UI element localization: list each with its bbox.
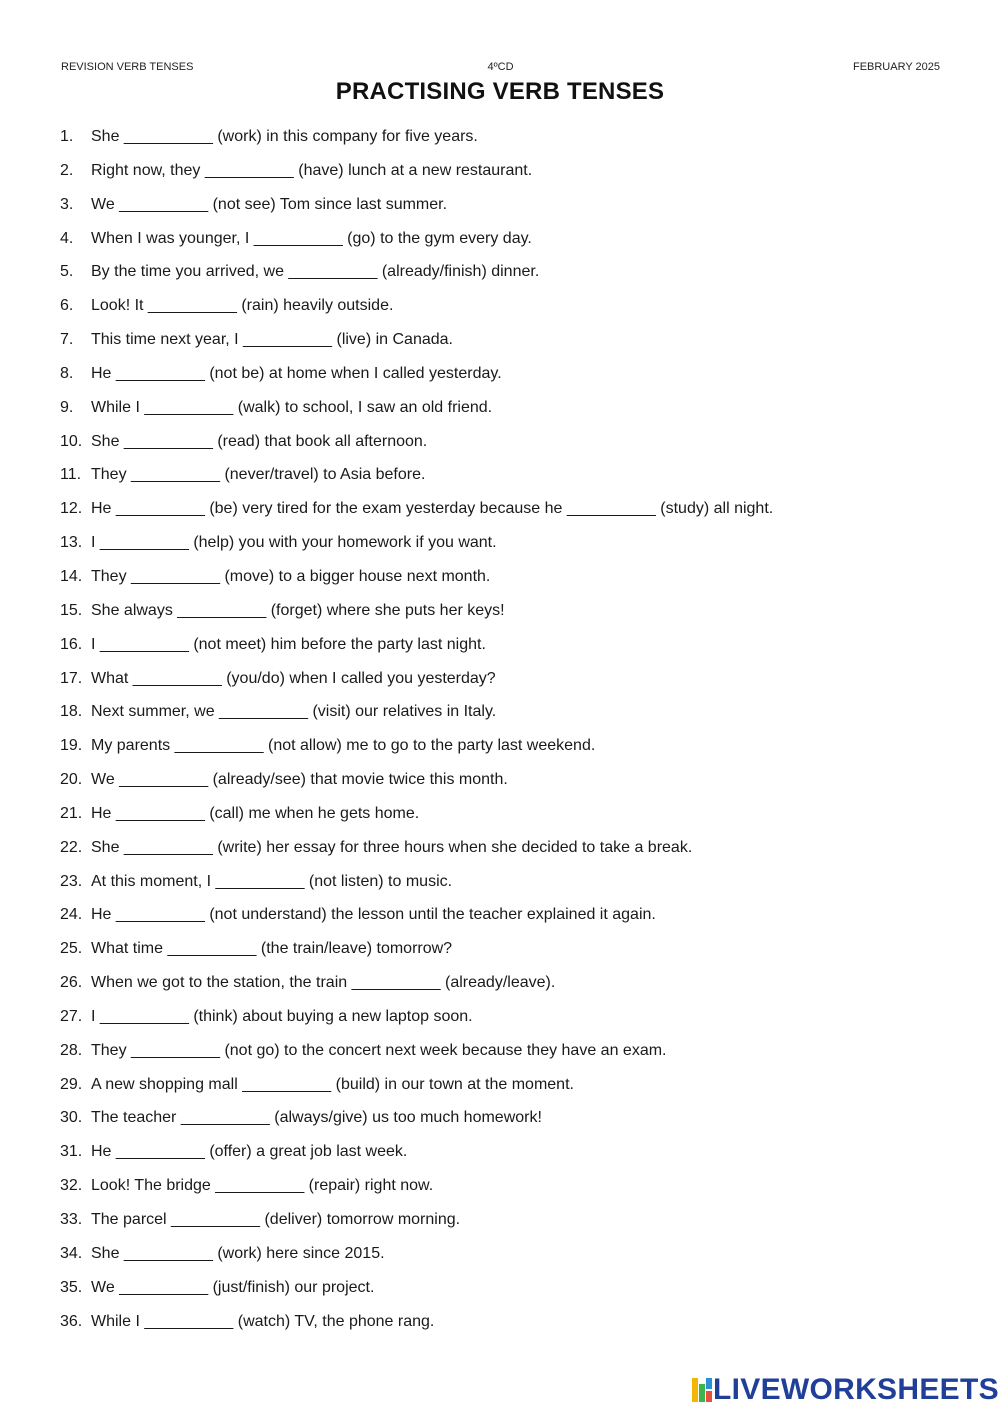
exercise-item xyxy=(60,295,940,329)
exercise-item xyxy=(60,160,940,194)
exercise-sentence: He __________ (be) very tired for the exam yesterday because he __________ (study) all night. xyxy=(91,500,774,518)
exercise-item xyxy=(60,1175,940,1209)
exercise-sentence: What __________ (you/do) when I called you yesterday? xyxy=(91,669,496,687)
exercise-number: 19. xyxy=(60,737,83,755)
exercise-number: 20. xyxy=(60,771,83,789)
exercise-sentence: While I __________ (watch) TV, the phone rang. xyxy=(91,1312,435,1330)
exercise-sentence: He __________ (call) me when he gets home. xyxy=(91,804,420,822)
exercise-sentence: They __________ (not go) to the concert next week because they have an exam. xyxy=(91,1041,667,1059)
exercise-number: 26. xyxy=(60,974,83,992)
exercise-item xyxy=(60,871,940,905)
exercise-number: 6. xyxy=(60,297,74,315)
logo-icon xyxy=(692,1378,712,1402)
exercise-sentence: When I was younger, I __________ (go) to the gym every day. xyxy=(91,229,532,247)
exercise-item xyxy=(60,532,940,566)
exercise-number: 3. xyxy=(60,195,74,213)
exercise-sentence: We __________ (just/finish) our project. xyxy=(91,1278,375,1296)
exercise-number: 30. xyxy=(60,1109,83,1127)
exercise-sentence: I __________ (not meet) him before the party last night. xyxy=(91,635,486,653)
exercise-item xyxy=(60,363,940,397)
page-header xyxy=(61,61,940,75)
exercise-item xyxy=(60,1006,940,1040)
exercise-number: 24. xyxy=(60,906,83,924)
exercise-number: 25. xyxy=(60,940,83,958)
exercise-sentence: The parcel __________ (deliver) tomorrow morning. xyxy=(91,1211,461,1228)
exercise-sentence: He __________ (offer) a great job last week. xyxy=(91,1143,408,1161)
exercise-item xyxy=(60,803,940,837)
exercise-list xyxy=(60,126,940,1344)
exercise-sentence: When we got to the station, the train __________ (already/leave). xyxy=(91,974,556,992)
exercise-sentence: She __________ (write) her essay for three hours when she decided to take a break. xyxy=(91,838,693,856)
exercise-item xyxy=(60,126,940,160)
exercise-sentence: We __________ (not see) Tom since last summer. xyxy=(91,195,448,213)
exercise-number: 14. xyxy=(60,567,83,585)
exercise-number: 22. xyxy=(60,838,83,856)
exercise-item xyxy=(60,194,940,228)
exercise-sentence: They __________ (never/travel) to Asia before. xyxy=(91,466,426,484)
exercise-number: 35. xyxy=(60,1278,83,1296)
exercise-item xyxy=(60,397,940,431)
exercise-number: 23. xyxy=(60,872,83,890)
exercise-sentence: My parents __________ (not allow) me to go to the party last weekend. xyxy=(91,737,596,755)
exercise-number: 4. xyxy=(60,229,74,247)
exercise-sentence: He __________ (not understand) the lesson until the teacher explained it again. xyxy=(91,906,656,924)
exercise-item xyxy=(60,600,940,634)
header-date: FEBRUARY 2025 xyxy=(852,61,940,73)
exercise-item xyxy=(60,1040,940,1074)
header-class: 4ºCD xyxy=(487,61,514,73)
exercise-number: 21. xyxy=(60,804,83,822)
exercise-sentence: I __________ (help) you with your homework if you want. xyxy=(91,534,497,552)
exercise-item xyxy=(60,329,940,363)
exercise-item xyxy=(60,668,940,702)
exercise-item xyxy=(60,634,940,668)
exercise-item xyxy=(60,904,940,938)
exercise-item xyxy=(60,431,940,465)
exercise-number: 28. xyxy=(60,1041,83,1059)
exercise-sentence: At this moment, I __________ (not listen) to music. xyxy=(91,872,453,890)
exercise-item xyxy=(60,498,940,532)
exercise-number: 10. xyxy=(60,432,83,450)
exercise-item xyxy=(60,1107,940,1141)
exercise-item xyxy=(60,701,940,735)
exercise-item xyxy=(60,837,940,871)
exercise-item xyxy=(60,1311,940,1345)
logo-bar-1 xyxy=(692,1378,698,1402)
exercise-sentence: While I __________ (walk) to school, I saw an old friend. xyxy=(91,398,493,416)
exercise-sentence: This time next year, I __________ (live) in Canada. xyxy=(91,331,453,349)
exercise-sentence: She __________ (work) in this company for five years. xyxy=(91,128,478,145)
exercise-item xyxy=(60,1209,940,1243)
exercise-number: 29. xyxy=(60,1075,83,1093)
exercise-number: 1. xyxy=(60,128,74,145)
exercise-sentence: She __________ (read) that book all afternoon. xyxy=(91,432,428,450)
exercise-number: 34. xyxy=(60,1244,83,1262)
exercise-number: 7. xyxy=(60,331,74,349)
exercise-item xyxy=(60,1141,940,1175)
exercise-item xyxy=(60,261,940,295)
exercise-sentence: A new shopping mall __________ (build) in our town at the moment. xyxy=(91,1075,574,1093)
exercise-sentence: We __________ (already/see) that movie twice this month. xyxy=(91,771,508,789)
exercise-item xyxy=(60,1243,940,1277)
logo-bar-2 xyxy=(699,1384,705,1402)
exercise-number: 27. xyxy=(60,1007,83,1025)
exercise-item xyxy=(60,566,940,600)
exercise-sentence: The teacher __________ (always/give) us too much homework! xyxy=(91,1109,542,1127)
header-subject: REVISION VERB TENSES xyxy=(61,61,194,73)
exercise-sentence: Right now, they __________ (have) lunch at a new restaurant. xyxy=(91,161,533,179)
exercise-sentence: She always __________ (forget) where she puts her keys! xyxy=(91,601,505,619)
exercise-number: 16. xyxy=(60,635,83,653)
exercise-number: 18. xyxy=(60,703,83,721)
exercise-item xyxy=(60,228,940,262)
exercise-number: 9. xyxy=(60,398,74,416)
exercise-item xyxy=(60,1277,940,1311)
logo-bar-3 xyxy=(706,1378,712,1389)
exercise-sentence: I __________ (think) about buying a new laptop soon. xyxy=(91,1007,473,1025)
exercise-sentence: They __________ (move) to a bigger house next month. xyxy=(91,567,491,585)
exercise-number: 31. xyxy=(60,1143,83,1161)
exercise-number: 33. xyxy=(60,1211,83,1228)
exercise-item xyxy=(60,464,940,498)
exercise-number: 5. xyxy=(60,263,74,281)
logo-text: LIVEWORKSHEETS xyxy=(713,1373,999,1406)
exercise-number: 11. xyxy=(60,466,82,484)
exercise-sentence: By the time you arrived, we __________ (already/finish) dinner. xyxy=(91,263,540,281)
page-title: PRACTISING VERB TENSES xyxy=(335,78,665,105)
exercise-item xyxy=(60,1074,940,1108)
exercise-number: 8. xyxy=(60,364,74,382)
exercise-sentence: Look! The bridge __________ (repair) right now. xyxy=(91,1177,434,1195)
exercise-number: 17. xyxy=(60,669,83,687)
exercise-sentence: Next summer, we __________ (visit) our relatives in Italy. xyxy=(91,703,497,721)
exercise-number: 15. xyxy=(60,601,83,619)
exercise-number: 2. xyxy=(60,161,74,179)
exercise-item xyxy=(60,972,940,1006)
exercise-sentence: He __________ (not be) at home when I called yesterday. xyxy=(91,364,502,382)
exercise-number: 32. xyxy=(60,1177,83,1195)
exercise-number: 36. xyxy=(60,1312,83,1330)
exercise-number: 12. xyxy=(60,500,83,518)
exercise-item xyxy=(60,769,940,803)
exercise-sentence: Look! It __________ (rain) heavily outside. xyxy=(91,297,394,315)
exercise-number: 13. xyxy=(60,534,83,552)
logo-bar-4 xyxy=(706,1391,712,1402)
exercise-sentence: What time __________ (the train/leave) tomorrow? xyxy=(91,940,453,958)
exercise-item xyxy=(60,938,940,972)
exercise-item xyxy=(60,735,940,769)
exercise-sentence: She __________ (work) here since 2015. xyxy=(91,1244,385,1262)
